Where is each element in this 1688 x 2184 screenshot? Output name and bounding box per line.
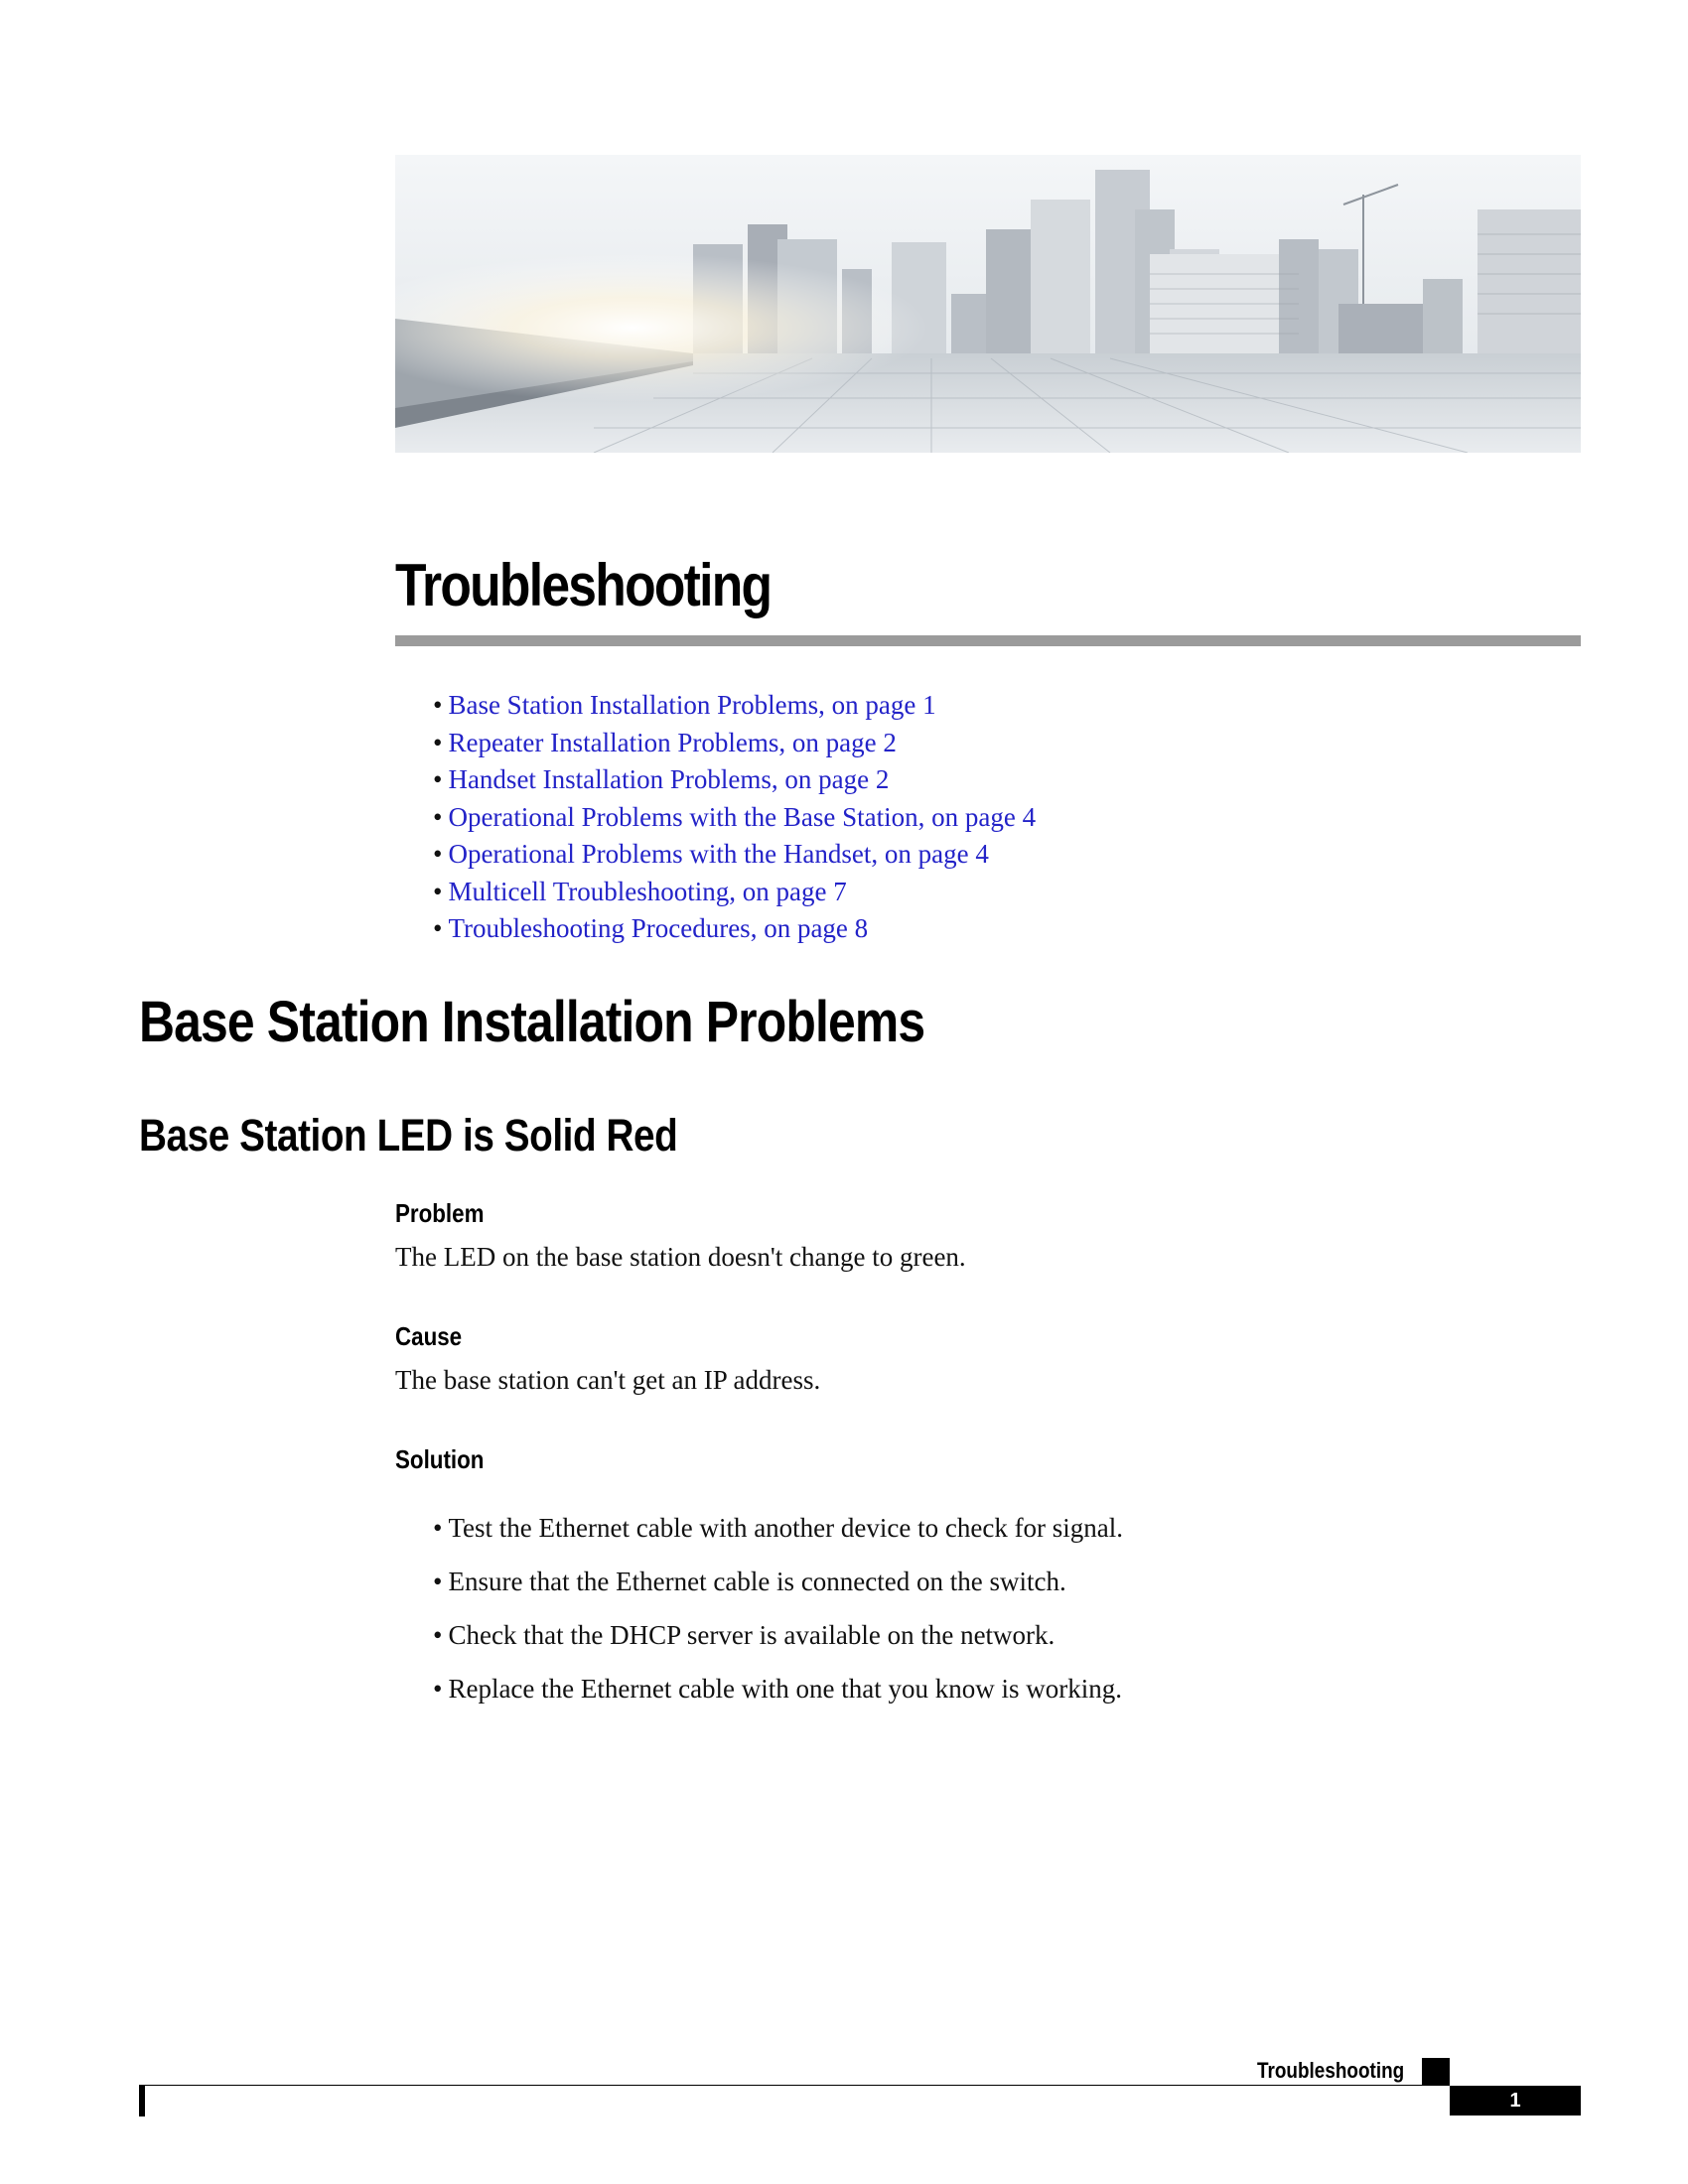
subsection-heading: Base Station LED is Solid Red	[139, 1110, 678, 1160]
toc-link[interactable]: Multicell Troubleshooting, on page 7	[448, 876, 847, 906]
toc-item	[433, 799, 1036, 837]
list-item	[433, 1608, 1123, 1662]
problem-label: Problem	[395, 1198, 485, 1228]
toc-item	[433, 910, 1036, 948]
toc-link[interactable]: Troubleshooting Procedures, on page 8	[448, 913, 869, 943]
bullet: •	[433, 839, 443, 869]
solution-text: Replace the Ethernet cable with one that you know is working.	[448, 1674, 1123, 1704]
solution-label: Solution	[395, 1444, 485, 1474]
footer-title: Troubleshooting	[1257, 2058, 1405, 2083]
bullet: •	[433, 876, 443, 906]
toc-link[interactable]: Operational Problems with the Base Station, on page 4	[448, 801, 1037, 832]
table-of-contents	[433, 687, 1036, 948]
footer-marker	[1422, 2058, 1450, 2086]
bullet: •	[433, 1567, 443, 1596]
title-divider	[395, 635, 1581, 646]
solution-text: Test the Ethernet cable with another device to check for signal.	[448, 1513, 1124, 1543]
footer-edge-mark	[139, 2085, 145, 2116]
toc-item	[433, 687, 1036, 725]
bullet: •	[433, 801, 443, 832]
list-item	[433, 1501, 1123, 1555]
bullet: •	[433, 1513, 443, 1543]
bullet: •	[433, 1620, 443, 1650]
toc-item	[433, 836, 1036, 874]
solution-text: Ensure that the Ethernet cable is connected on the switch.	[448, 1567, 1066, 1596]
bullet: •	[433, 1674, 443, 1704]
bullet: •	[433, 690, 443, 720]
toc-link[interactable]: Base Station Installation Problems, on page 1	[448, 690, 936, 720]
bullet: •	[433, 913, 443, 943]
toc-item	[433, 874, 1036, 911]
list-item	[433, 1555, 1123, 1608]
toc-link[interactable]: Operational Problems with the Handset, on page 4	[448, 839, 989, 869]
list-item	[433, 1662, 1123, 1715]
bullet: •	[433, 727, 443, 757]
problem-text: The LED on the base station doesn't change to green.	[395, 1242, 966, 1272]
solution-text: Check that the DHCP server is available on the network.	[448, 1620, 1055, 1650]
city-skyline-image	[395, 155, 1581, 453]
chapter-title: Troubleshooting	[395, 552, 772, 618]
bullet: •	[433, 764, 443, 794]
cause-label: Cause	[395, 1321, 463, 1351]
page-number: 1	[1450, 2086, 1581, 2116]
section-heading: Base Station Installation Problems	[139, 990, 925, 1054]
toc-item	[433, 761, 1036, 799]
toc-link[interactable]: Repeater Installation Problems, on page 2	[448, 727, 897, 757]
footer-divider	[139, 2085, 1442, 2086]
cause-text: The base station can't get an IP address.	[395, 1365, 821, 1395]
toc-link[interactable]: Handset Installation Problems, on page 2	[448, 764, 890, 794]
header-banner-image	[395, 155, 1581, 453]
toc-item	[433, 725, 1036, 762]
solution-list	[433, 1501, 1123, 1715]
